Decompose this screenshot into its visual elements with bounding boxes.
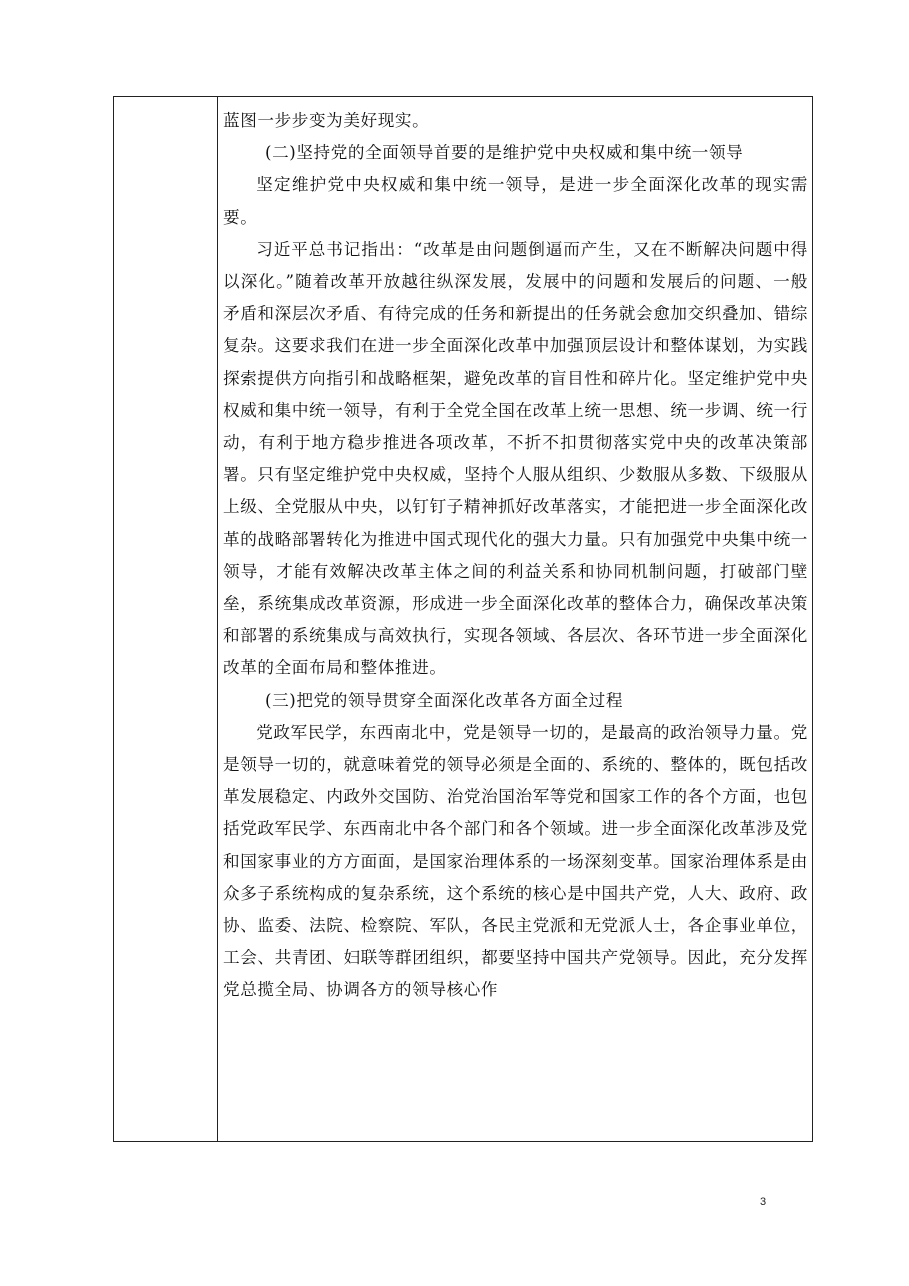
page-number: 3 [760, 1196, 767, 1208]
document-table [113, 96, 813, 1142]
paragraph: 党政军民学，东西南北中，党是领导一切的，是最高的政治领导力量。党是领导一切的，就意味着党的领导必须是全面的、系统的、整体的，既包括改革发展稳定、内政外交国防、治党治国治军等党和国家工作的各个方面，也包括党政军民学、东西南北中各个部门和各个领域。进一步全面深化改革涉及党和国家事业的方方面面，是国家治理体系的一场深刻变革。国家治理体系是由众多子系统构成的复杂系统，这个系统的核心是中国共产党，人大、政府、政协、监委、法院、检察院、军队，各民主党派和无党派人士，各企事业单位，工会、共青团、妇联等群团组织，都要坚持中国共产党领导。因此，充分发挥党总揽全局、协调各方的领导核心作 [223, 722, 808, 1000]
section-heading-2: (二)坚持党的全面领导首要的是维护党中央权威和集中统一领导 [265, 143, 744, 163]
table-content-cell [218, 97, 812, 1141]
table-left-column [114, 97, 218, 1141]
paragraph-continuation: 蓝图一步步变为美好现实。 [223, 111, 430, 130]
paragraph: 习近平总书记指出：“改革是由问题倒逼而产生，又在不断解决问题中得以深化。”随着改革开放越往纵深发展，发展中的问题和发展后的问题、一般矛盾和深层次矛盾、有待完成的任务和新提出的任务就会愈加交织叠加、错综复杂。这要求我们在进一步全面深化改革中加强顶层设计和整体谋划，为实践探索提供方向指引和战略框架，避免改革的盲目性和碎片化。坚定维护党中央权威和集中统一领导，有利于全党全国在改革上统一思想、统一步调、统一行动，有利于地方稳步推进各项改革，不折不扣贯彻落实党中央的改革决策部署。只有坚定维护党中央权威，坚持个人服从组织、少数服从多数、下级服从上级、全党服从中央，以钉钉子精神抓好改革落实，才能把进一步全面深化改革的战略部署转化为推进中国式现代化的强大力量。只有加强党中央集中统一领导，才能有效解决改革主体之间的利益关系和协同机制问题，打破部门壁垒，系统集成改革资源，形成进一步全面深化改革的整体合力，确保改革决策和部署的系统集成与高效执行，实现各领域、各层次、各环节进一步全面深化改革的全面布局和整体推进。 [223, 239, 808, 678]
paragraph: 坚定维护党中央权威和集中统一领导，是进一步全面深化改革的现实需要。 [223, 175, 808, 227]
section-heading-3: (三)把党的领导贯穿全面深化改革各方面全过程 [265, 690, 624, 710]
